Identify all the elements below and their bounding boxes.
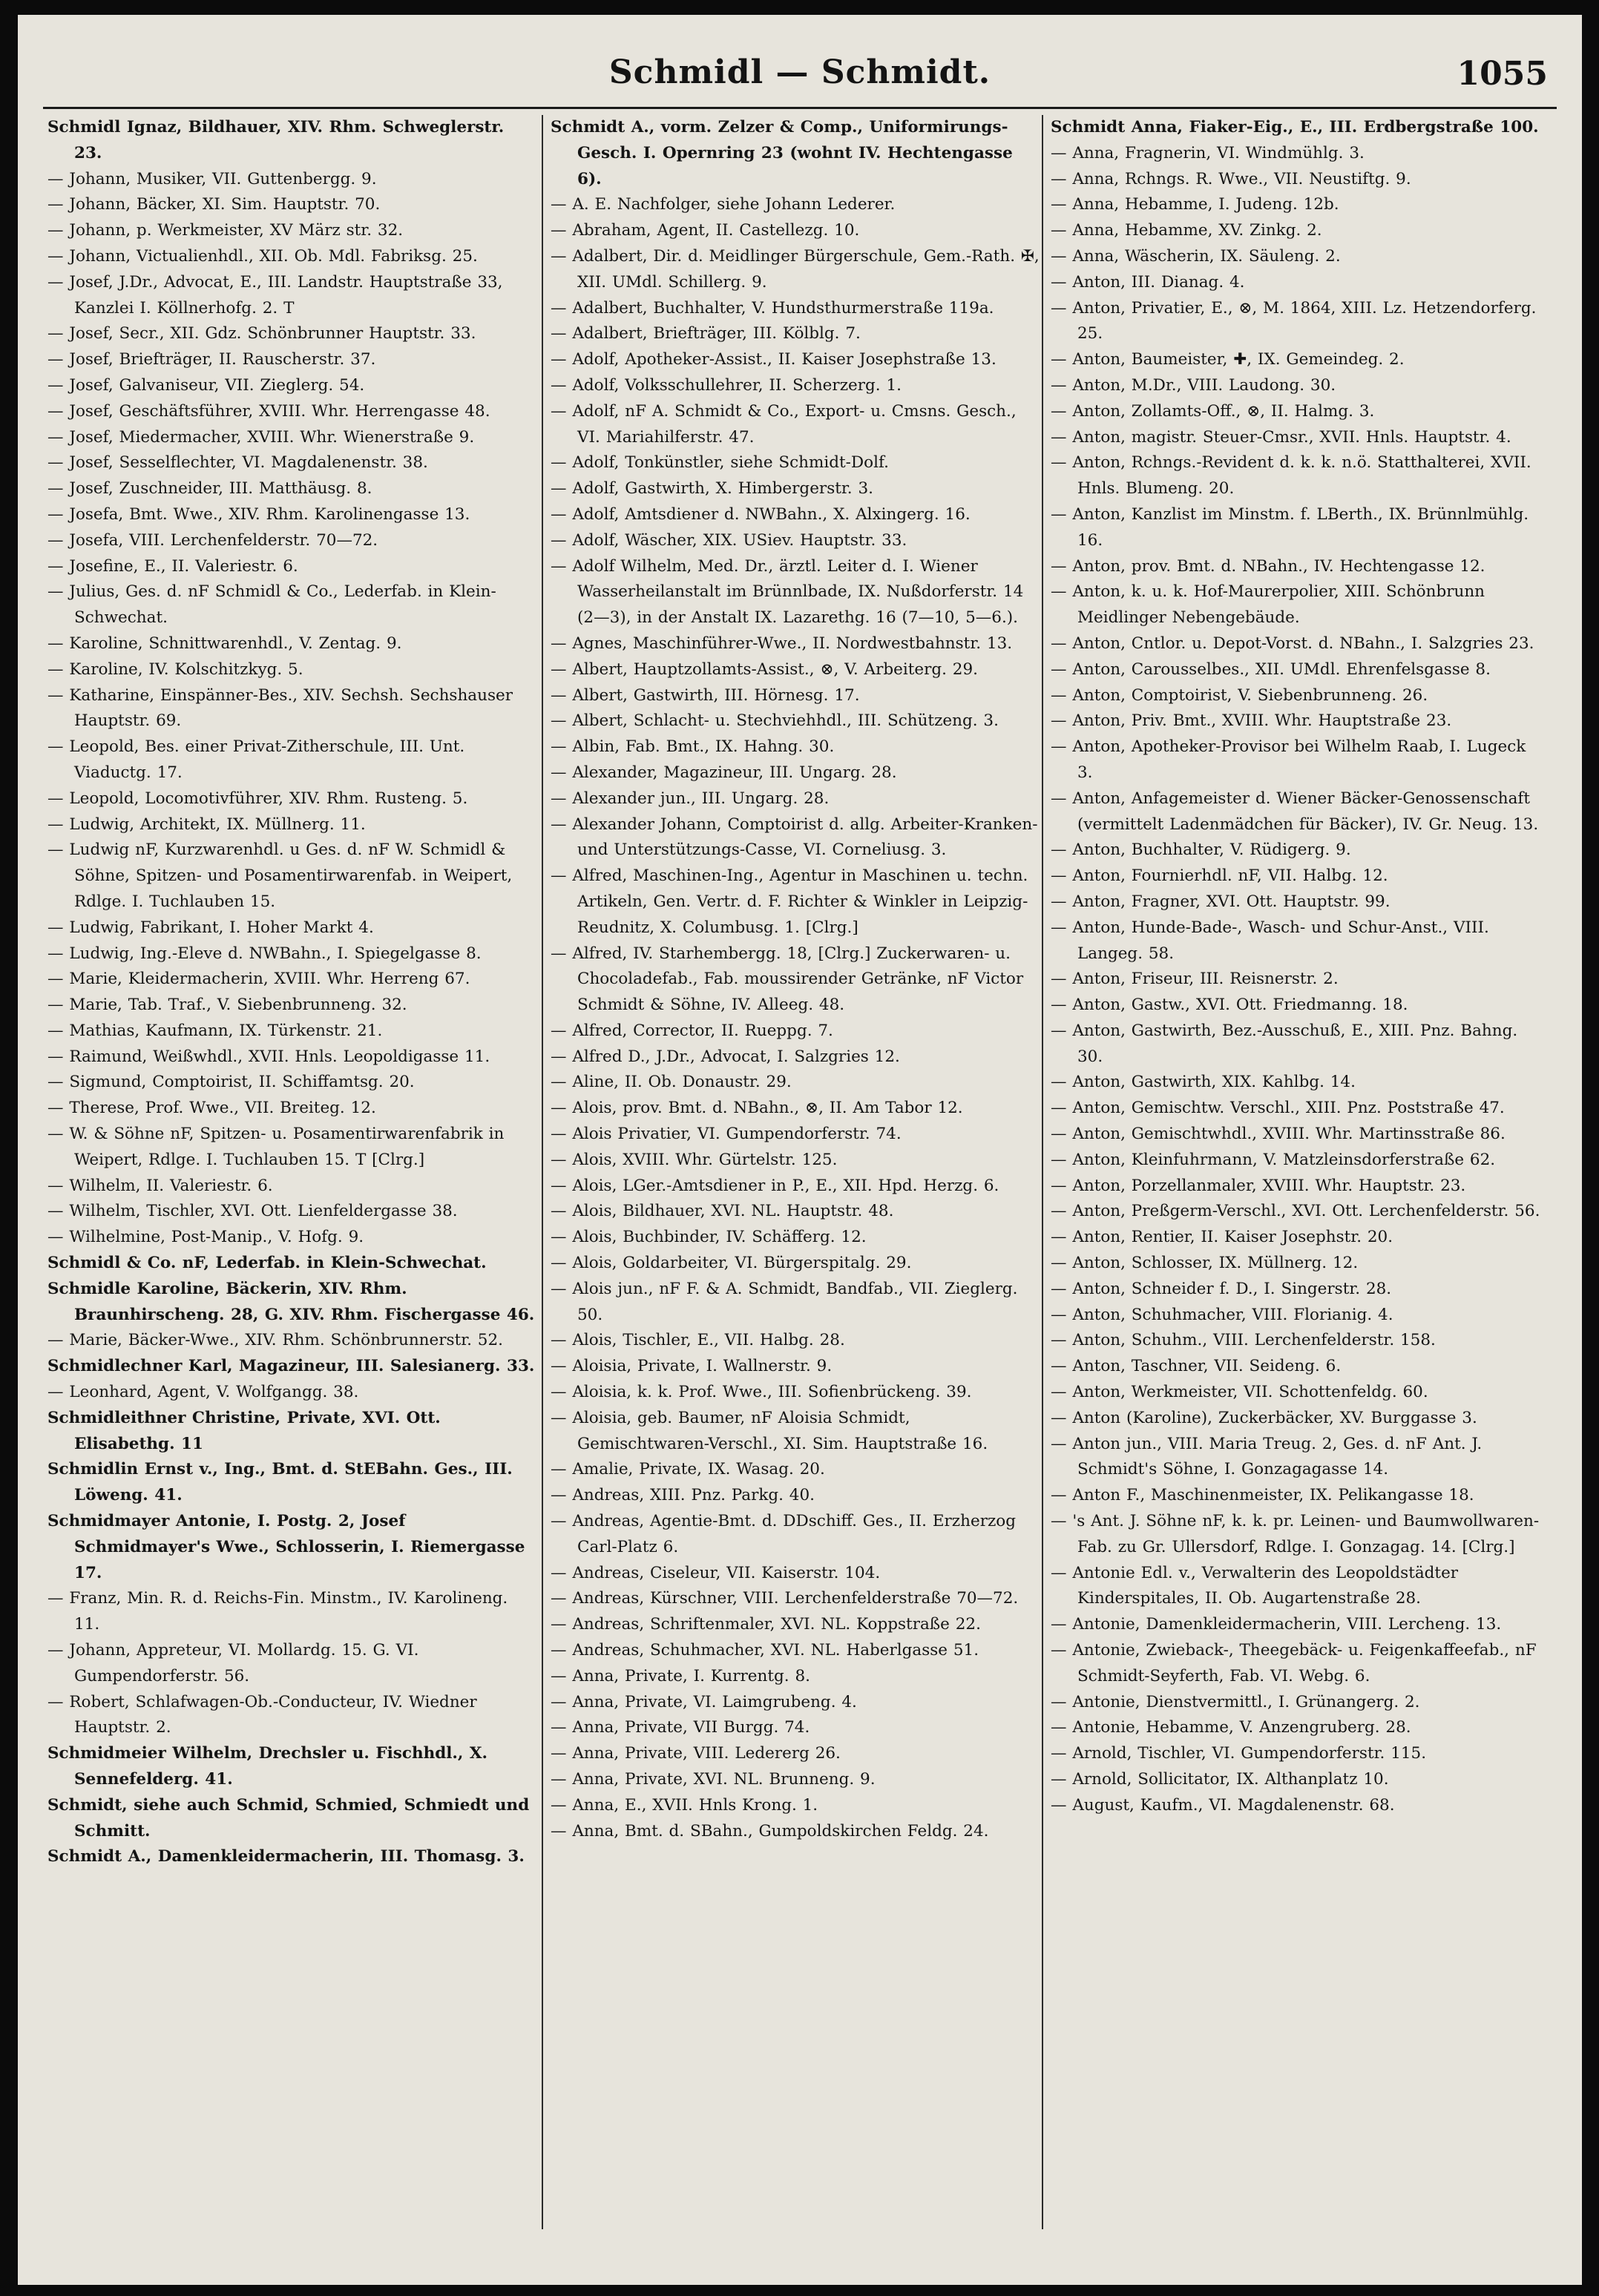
- directory-entry: — Adolf, nF A. Schmidt & Co., Export- u. Cmsns. Gesch., VI. Mariahilferstr. 47.: [551, 401, 1017, 447]
- directory-entry: — Franz, Min. R. d. Reichs-Fin. Minstm., IV. Karolineng. 11.: [47, 1589, 508, 1634]
- directory-entry: — Alfred D., J.Dr., Advocat, I. Salzgries 12.: [551, 1047, 900, 1066]
- directory-entry: — Adolf, Apotheker-Assist., II. Kaiser Josephstraße 13.: [551, 350, 996, 369]
- directory-entry: — Anton, Cntlor. u. Depot-Vorst. d. NBahn., I. Salzgries 23.: [1051, 634, 1534, 653]
- directory-entry: — Therese, Prof. Wwe., VII. Breiteg. 12.: [47, 1099, 376, 1118]
- directory-entry: — Antonie, Dienstvermittl., I. Grünangerg. 2.: [1051, 1692, 1420, 1711]
- directory-entry: — Johann, Appreteur, VI. Mollardg. 15. G. VI. Gumpendorferstr. 56.: [47, 1641, 419, 1685]
- directory-entry: — Alois jun., nF F. & A. Schmidt, Bandfab., VII. Zieglerg. 50.: [551, 1279, 1018, 1324]
- directory-entry: — Josef, Briefträger, II. Rauscherstr. 37.: [47, 350, 376, 369]
- directory-entry-surname: Schmidlechner Karl, Magazineur, III. Salesianerg. 33.: [47, 1357, 535, 1376]
- directory-entry: — Josefa, Bmt. Wwe., XIV. Rhm. Karolinengasse 13.: [47, 504, 470, 524]
- directory-entry: — Aloisia, k. k. Prof. Wwe., III. Sofienbrückeng. 39.: [551, 1383, 972, 1402]
- directory-entry: — Anton, k. u. k. Hof-Maurerpolier, XIII. Schönbrunn Meidlinger Nebengebäude.: [1051, 582, 1485, 628]
- directory-entry: — Anton, Comptoirist, V. Siebenbrunneng. 26.: [1051, 685, 1428, 705]
- directory-entry-surname: Schmidt Anna, Fiaker-Eig., E., III. Erdbergstraße 100.: [1051, 118, 1539, 136]
- directory-entry: — Anton, Friseur, III. Reisnerstr. 2.: [1051, 970, 1339, 989]
- directory-entry: — Anton jun., VIII. Maria Treug. 2, Ges. d. nF Ant. J. Schmidt's Söhne, I. Gonzagagasse 14.: [1051, 1434, 1483, 1479]
- directory-entry-surname: Schmidt A., vorm. Zelzer & Comp., Uniformirungs-Gesch. I. Opernring 23 (wohnt IV. Hechtengasse 6).: [551, 118, 1013, 188]
- directory-entry: — Marie, Tab. Traf., V. Siebenbrunneng. 32.: [47, 996, 407, 1015]
- directory-entry: — Wilhelmine, Post-Manip., V. Hofg. 9.: [47, 1228, 364, 1247]
- directory-entry-surname: Schmidlin Ernst v., Ing., Bmt. d. StEBahn. Ges., III. Löweng. 41.: [47, 1460, 513, 1505]
- directory-entry: — Anton, Schuhm., VIII. Lerchenfelderstr. 158.: [1051, 1331, 1436, 1350]
- directory-entry: — Josef, Sesselflechter, VI. Magdalenenstr. 38.: [47, 453, 428, 473]
- directory-entry: — Karoline, IV. Kolschitzkyg. 5.: [47, 659, 303, 679]
- directory-entry: — Anton, Priv. Bmt., XVIII. Whr. Hauptstraße 23.: [1051, 711, 1452, 731]
- directory-entry-surname: Schmidle Karoline, Bäckerin, XIV. Rhm. Braunhirscheng. 28, G. XIV. Rhm. Fischergasse 46.: [47, 1279, 535, 1324]
- page-number: 1055: [1457, 55, 1548, 93]
- directory-entry: — Ludwig nF, Kurzwarenhdl. u Ges. d. nF W. Schmidl & Söhne, Spitzen- und Posamentirwarenfab. in Weipert, Rdlge. I. Tuchlauben 15.: [47, 841, 513, 911]
- directory-entry: — Alois, Goldarbeiter, VI. Bürgerspitalg. 29.: [551, 1254, 912, 1273]
- directory-entry: — Anton, Porzellanmaler, XVIII. Whr. Hauptstr. 23.: [1051, 1176, 1466, 1195]
- directory-entry: — Anna, Private, VII Burgg. 74.: [551, 1718, 810, 1737]
- directory-entry: — Agnes, Maschinführer-Wwe., II. Nordwestbahnstr. 13.: [551, 634, 1013, 653]
- directory-entry: — Anton, Werkmeister, VII. Schottenfeldg. 60.: [1051, 1383, 1428, 1402]
- directory-entry: — Anton, Gastwirth, Bez.-Ausschuß, E., XIII. Pnz. Bahng. 30.: [1051, 1021, 1518, 1066]
- directory-entry: — Anton, Fournierhdl. nF, VII. Halbg. 12.: [1051, 866, 1388, 886]
- directory-entry: — Aloisia, geb. Baumer, nF Aloisia Schmidt, Gemischtwaren-Verschl., XI. Sim. Hauptstraße 16.: [551, 1408, 988, 1453]
- directory-entry: — Anton, Fragner, XVI. Ott. Hauptstr. 99.: [1051, 892, 1390, 911]
- directory-entry: — Antonie, Damenkleidermacherin, VIII. Lercheng. 13.: [1051, 1615, 1502, 1634]
- directory-entry: — Alfred, Corrector, II. Rueppg. 7.: [551, 1021, 833, 1040]
- directory-entry: — Anna, Hebamme, I. Judeng. 12b.: [1051, 195, 1339, 214]
- directory-entry: — Antonie, Zwieback-, Theegebäck- u. Feigenkaffeefab., nF Schmidt-Seyferth, Fab. VI. Webg. 6.: [1051, 1641, 1537, 1685]
- directory-entry: — Alois Privatier, VI. Gumpendorferstr. 74.: [551, 1125, 902, 1144]
- directory-entry: — Alois, LGer.-Amtsdiener in P., E., XII. Hpd. Herzg. 6.: [551, 1176, 999, 1195]
- directory-entry: — Anna, Private, I. Kurrentg. 8.: [551, 1666, 810, 1685]
- directory-entry: — Alois, Buchbinder, IV. Schäfferg. 12.: [551, 1228, 867, 1247]
- directory-entry: — Anna, Fragnerin, VI. Windmühlg. 3.: [1051, 143, 1365, 162]
- directory-entry: — Anton, Hunde-Bade-, Wasch- und Schur-Anst., VIII. Langeg. 58.: [1051, 918, 1489, 963]
- directory-entry: — Adolf, Gastwirth, X. Himbergerstr. 3.: [551, 479, 873, 499]
- directory-entry: — W. & Söhne nF, Spitzen- u. Posamentirwarenfabrik in Weipert, Rdlge. I. Tuchlauben 15. T [Clrg.]: [47, 1125, 505, 1169]
- directory-entry: — Andreas, Kürschner, VIII. Lerchenfelderstraße 70—72.: [551, 1589, 1019, 1608]
- directory-entry: — Robert, Schlafwagen-Ob.-Conducteur, IV. Wiedner Hauptstr. 2.: [47, 1692, 477, 1737]
- directory-entry: — Anton, magistr. Steuer-Cmsr., XVII. Hnls. Hauptstr. 4.: [1051, 427, 1511, 447]
- directory-entry: — Anton, M.Dr., VIII. Laudong. 30.: [1051, 375, 1336, 395]
- directory-entry: — 's Ant. J. Söhne nF, k. k. pr. Leinen- und Baumwollwaren-Fab. zu Gr. Ullersdorf, Rdlge. I. Gonzagag. 14. [Clrg.]: [1051, 1512, 1540, 1556]
- directory-entry: — Anton, Kleinfuhrmann, V. Matzleinsdorferstraße 62.: [1051, 1150, 1496, 1169]
- directory-entry-surname: Schmidmeier Wilhelm, Drechsler u. Fischhdl., X. Sennefelderg. 41.: [47, 1744, 488, 1789]
- directory-entry: — Karoline, Schnittwarenhdl., V. Zentag. 9.: [47, 634, 402, 653]
- directory-entry: — Marie, Kleidermacherin, XVIII. Whr. Herreng 67.: [47, 970, 470, 989]
- directory-entry: — Josef, J.Dr., Advocat, E., III. Landstr. Hauptstraße 33, Kanzlei I. Köllnerhofg. 2. T: [47, 272, 503, 318]
- directory-entry: — Alois, XVIII. Whr. Gürtelstr. 125.: [551, 1150, 838, 1169]
- directory-entry: — Albert, Hauptzollamts-Assist., ⊗, V. Arbeiterg. 29.: [551, 659, 978, 679]
- directory-entry: — Adolf, Volksschullehrer, II. Scherzerg. 1.: [551, 375, 902, 395]
- directory-entry: — Wilhelm, II. Valeriestr. 6.: [47, 1176, 273, 1195]
- directory-entry: — Anton, Apotheker-Provisor bei Wilhelm Raab, I. Lugeck 3.: [1051, 737, 1526, 782]
- directory-entry: — Anna, Private, XVI. NL. Brunneng. 9.: [551, 1770, 876, 1789]
- directory-entry: — Johann, Musiker, VII. Guttenbergg. 9.: [47, 169, 377, 188]
- directory-entry: — Arnold, Tischler, VI. Gumpendorferstr. 115.: [1051, 1744, 1427, 1763]
- directory-entry: — Anton, Gastwirth, XIX. Kahlbg. 14.: [1051, 1073, 1356, 1092]
- directory-entry: — Marie, Bäcker-Wwe., XIV. Rhm. Schönbrunnerstr. 52.: [47, 1331, 503, 1350]
- directory-entry: — Alois, Tischler, E., VII. Halbg. 28.: [551, 1331, 845, 1350]
- directory-entry: — Anton, Buchhalter, V. Rüdigerg. 9.: [1051, 841, 1351, 860]
- directory-entry: — Alexander jun., III. Ungarg. 28.: [551, 789, 830, 808]
- directory-page: [18, 15, 1582, 2285]
- directory-entry: — Andreas, Schuhmacher, XVI. NL. Haberlgasse 51.: [551, 1641, 979, 1660]
- directory-entry: — Adolf, Amtsdiener d. NWBahn., X. Alxingerg. 16.: [551, 504, 971, 524]
- directory-entry: — Anton, III. Dianag. 4.: [1051, 272, 1245, 292]
- directory-entry: — Ludwig, Fabrikant, I. Hoher Markt 4.: [47, 918, 374, 937]
- directory-entry: — Josef, Secr., XII. Gdz. Schönbrunner Hauptstr. 33.: [47, 324, 476, 343]
- directory-entry: — Leopold, Locomotivführer, XIV. Rhm. Rusteng. 5.: [47, 789, 468, 808]
- directory-entry: — Anna, Rchngs. R. Wwe., VII. Neustiftg. 9.: [1051, 169, 1411, 188]
- directory-entry: — Arnold, Sollicitator, IX. Althanplatz 10.: [1051, 1770, 1389, 1789]
- directory-entry: — Anna, Bmt. d. SBahn., Gumpoldskirchen Feldg. 24.: [551, 1821, 989, 1841]
- directory-entry: — Aline, II. Ob. Donaustr. 29.: [551, 1073, 792, 1092]
- directory-entry: — Anton, Privatier, E., ⊗, M. 1864, XIII. Lz. Hetzendorferg. 25.: [1051, 298, 1537, 343]
- directory-entry: — Andreas, Agentie-Bmt. d. DDschiff. Ges., II. Erzherzog Carl-Platz 6.: [551, 1512, 1017, 1556]
- directory-entry: — Wilhelm, Tischler, XVI. Ott. Lienfeldergasse 38.: [47, 1202, 458, 1221]
- directory-entry: — Anton, Taschner, VII. Seideng. 6.: [1051, 1357, 1342, 1376]
- directory-entry: — Anna, Wäscherin, IX. Säuleng. 2.: [1051, 246, 1341, 266]
- directory-entry: — Katharine, Einspänner-Bes., XIV. Sechsh. Sechshauser Hauptstr. 69.: [47, 685, 513, 731]
- running-head: Schmidl — Schmidt.: [608, 53, 991, 91]
- directory-entry: — Anton F., Maschinenmeister, IX. Pelikangasse 18.: [1051, 1486, 1474, 1505]
- column-1: [47, 115, 537, 1870]
- directory-entry: — Josef, Miedermacher, XVIII. Whr. Wienerstraße 9.: [47, 427, 475, 447]
- column-2: [551, 115, 1040, 1844]
- directory-entry: — Leonhard, Agent, V. Wolfgangg. 38.: [47, 1383, 359, 1402]
- directory-entry: — Andreas, Ciseleur, VII. Kaiserstr. 104.: [551, 1563, 881, 1582]
- directory-entry: — Anna, E., XVII. Hnls Krong. 1.: [551, 1795, 818, 1815]
- directory-entry: — Anton, Anfagemeister d. Wiener Bäcker-Genossenschaft (vermittelt Ladenmädchen für Bäcker), IV. Gr. Neug. 13.: [1051, 789, 1539, 834]
- directory-entry: — Anton, Rentier, II. Kaiser Josephstr. 20.: [1051, 1228, 1393, 1247]
- directory-entry: — Anton, Preßgerm-Verschl., XVI. Ott. Lerchenfelderstr. 56.: [1051, 1202, 1540, 1221]
- directory-entry: — August, Kaufm., VI. Magdalenenstr. 68.: [1051, 1795, 1395, 1815]
- directory-entry: — Andreas, Schriftenmaler, XVI. NL. Koppstraße 22.: [551, 1615, 981, 1634]
- directory-entry: — Sigmund, Comptoirist, II. Schiffamtsg. 20.: [47, 1073, 415, 1092]
- directory-entry: — Adolf, Tonkünstler, siehe Schmidt-Dolf.: [551, 453, 890, 473]
- directory-entry: — Raimund, Weißwhdl., XVII. Hnls. Leopoldigasse 11.: [47, 1047, 490, 1066]
- directory-entry: — Alexander Johann, Comptoirist d. allg. Arbeiter-Kranken- und Unterstützungs-Casse, VI. Corneliusg. 3.: [551, 815, 1038, 860]
- directory-entry: — Anton, Schneider f. D., I. Singerstr. 28.: [1051, 1279, 1392, 1298]
- directory-entry: — Josef, Zuschneider, III. Matthäusg. 8.: [47, 479, 372, 499]
- directory-entry: — Abraham, Agent, II. Castellezg. 10.: [551, 221, 860, 240]
- column-divider: [1042, 115, 1043, 2229]
- directory-entry-surname: Schmidl Ignaz, Bildhauer, XIV. Rhm. Schweglerstr. 23.: [47, 118, 505, 162]
- directory-entry: — Adolf, Wäscher, XIX. USiev. Hauptstr. 33.: [551, 530, 907, 550]
- directory-entry: — Anton, Rchngs.-Revident d. k. k. n.ö. Statthalterei, XVII. Hnls. Blumeng. 20.: [1051, 453, 1531, 499]
- directory-entry: — Josefa, VIII. Lerchenfelderstr. 70—72.: [47, 530, 378, 550]
- directory-entry: — Julius, Ges. d. nF Schmidl & Co., Lederfab. in Klein-Schwechat.: [47, 582, 496, 628]
- directory-entry: — Mathias, Kaufmann, IX. Türkenstr. 21.: [47, 1021, 383, 1040]
- directory-entry: — Anna, Hebamme, XV. Zinkg. 2.: [1051, 221, 1322, 240]
- directory-entry: — Amalie, Private, IX. Wasag. 20.: [551, 1460, 825, 1479]
- directory-entry: — Adalbert, Dir. d. Meidlinger Bürgerschule, Gem.-Rath. ✠, XII. UMdl. Schillerg. 9.: [551, 246, 1040, 292]
- directory-entry: — Josef, Galvaniseur, VII. Zieglerg. 54.: [47, 375, 365, 395]
- directory-entry: — Adalbert, Briefträger, III. Kölblg. 7.: [551, 324, 861, 343]
- directory-entry: — A. E. Nachfolger, siehe Johann Lederer.: [551, 195, 896, 214]
- directory-entry: — Anna, Private, VIII. Ledererg 26.: [551, 1744, 841, 1763]
- directory-entry: — Anton, Schlosser, IX. Müllnerg. 12.: [1051, 1254, 1359, 1273]
- directory-entry: — Ludwig, Architekt, IX. Müllnerg. 11.: [47, 815, 366, 834]
- directory-entry: — Anton, Baumeister, ✚, IX. Gemeindeg. 2.: [1051, 350, 1405, 369]
- directory-entry: — Alfred, Maschinen-Ing., Agentur in Maschinen u. techn. Artikeln, Gen. Vertr. d. F. Richter & Winkler in Leipzig-Reudnitz, X. Columbusg. 1. [Clrg.]: [551, 866, 1028, 937]
- directory-entry: — Alfred, IV. Starhembergg. 18, [Clrg.] Zuckerwaren- u. Chocoladefab., Fab. moussirender Getränke, nF Victor Schmidt & Söhne, IV. Alleeg. 48.: [551, 944, 1024, 1015]
- directory-entry-surname: Schmidl & Co. nF, Lederfab. in Klein-Schwechat.: [47, 1254, 487, 1273]
- directory-entry: — Johann, p. Werkmeister, XV März str. 32.: [47, 221, 404, 240]
- directory-entry: — Anton (Karoline), Zuckerbäcker, XV. Burggasse 3.: [1051, 1408, 1477, 1427]
- directory-entry: — Alexander, Magazineur, III. Ungarg. 28.: [551, 763, 897, 782]
- directory-entry: — Anton, Schuhmacher, VIII. Florianig. 4.: [1051, 1305, 1393, 1324]
- directory-entry: — Anton, Kanzlist im Minstm. f. LBerth., IX. Brünnlmühlg. 16.: [1051, 504, 1529, 550]
- directory-entry: — Aloisia, Private, I. Wallnerstr. 9.: [551, 1357, 833, 1376]
- directory-entry: — Johann, Victualienhdl., XII. Ob. Mdl. Fabriksg. 25.: [47, 246, 478, 266]
- directory-entry: — Anton, Gemischtwhdl., XVIII. Whr. Martinsstraße 86.: [1051, 1125, 1506, 1144]
- column-divider: [542, 115, 543, 2229]
- directory-entry: — Albert, Gastwirth, III. Hörnesg. 17.: [551, 685, 860, 705]
- page-header: [18, 53, 1582, 108]
- directory-entry: — Anton, Zollamts-Off., ⊗, II. Halmg. 3.: [1051, 401, 1375, 421]
- directory-entry-surname: Schmidt, siehe auch Schmid, Schmied, Schmiedt und Schmitt.: [47, 1795, 530, 1841]
- directory-entry: — Antonie Edl. v., Verwalterin des Leopoldstädter Kinderspitales, II. Ob. Augartenstraße 28.: [1051, 1563, 1459, 1608]
- directory-entry: — Anton, Gemischtw. Verschl., XIII. Pnz. Poststraße 47.: [1051, 1099, 1505, 1118]
- directory-entry: — Adolf Wilhelm, Med. Dr., ärztl. Leiter d. I. Wiener Wasserheilanstalt im Brünnlbade, IX. Nußdorferstr. 14 (2—3), in der Anstalt IX. Lazarethg. 16 (7—10, 5—6.).: [551, 556, 1024, 628]
- directory-entry-surname: Schmidleithner Christine, Private, XVI. Ott. Elisabethg. 11: [47, 1408, 441, 1453]
- directory-entry: — Josefine, E., II. Valeriestr. 6.: [47, 556, 298, 576]
- directory-entry: — Albin, Fab. Bmt., IX. Hahng. 30.: [551, 737, 835, 757]
- directory-entry-surname: Schmidmayer Antonie, I. Postg. 2, Josef Schmidmayer's Wwe., Schlosserin, I. Riemergasse 17.: [47, 1512, 525, 1582]
- directory-entry: — Alois, prov. Bmt. d. NBahn., ⊗, II. Am Tabor 12.: [551, 1099, 963, 1118]
- directory-entry: — Antonie, Hebamme, V. Anzengruberg. 28.: [1051, 1718, 1411, 1737]
- directory-entry-surname: Schmidt A., Damenkleidermacherin, III. Thomasg. 3.: [47, 1847, 525, 1866]
- directory-entry: — Albert, Schlacht- u. Stechviehhdl., III. Schützeng. 3.: [551, 711, 999, 731]
- directory-entry: — Anna, Private, VI. Laimgrubeng. 4.: [551, 1692, 857, 1711]
- directory-entry: — Anton, Gastw., XVI. Ott. Friedmanng. 18.: [1051, 996, 1408, 1015]
- directory-entry: — Alois, Bildhauer, XVI. NL. Hauptstr. 48.: [551, 1202, 894, 1221]
- column-3: [1051, 115, 1540, 1819]
- directory-entry: — Ludwig, Ing.-Eleve d. NWBahn., I. Spiegelgasse 8.: [47, 944, 482, 963]
- header-rule: [43, 107, 1557, 109]
- directory-entry: — Leopold, Bes. einer Privat-Zitherschule, III. Unt. Viaductg. 17.: [47, 737, 465, 782]
- directory-entry: — Adalbert, Buchhalter, V. Hundsthurmerstraße 119a.: [551, 298, 994, 318]
- directory-entry: — Anton, Carousselbes., XII. UMdl. Ehrenfelsgasse 8.: [1051, 659, 1491, 679]
- directory-entry: — Andreas, XIII. Pnz. Parkg. 40.: [551, 1486, 815, 1505]
- directory-entry: — Anton, prov. Bmt. d. NBahn., IV. Hechtengasse 12.: [1051, 556, 1485, 576]
- directory-entry: — Josef, Geschäftsführer, XVIII. Whr. Herrengasse 48.: [47, 401, 490, 421]
- directory-entry: — Johann, Bäcker, XI. Sim. Hauptstr. 70.: [47, 195, 381, 214]
